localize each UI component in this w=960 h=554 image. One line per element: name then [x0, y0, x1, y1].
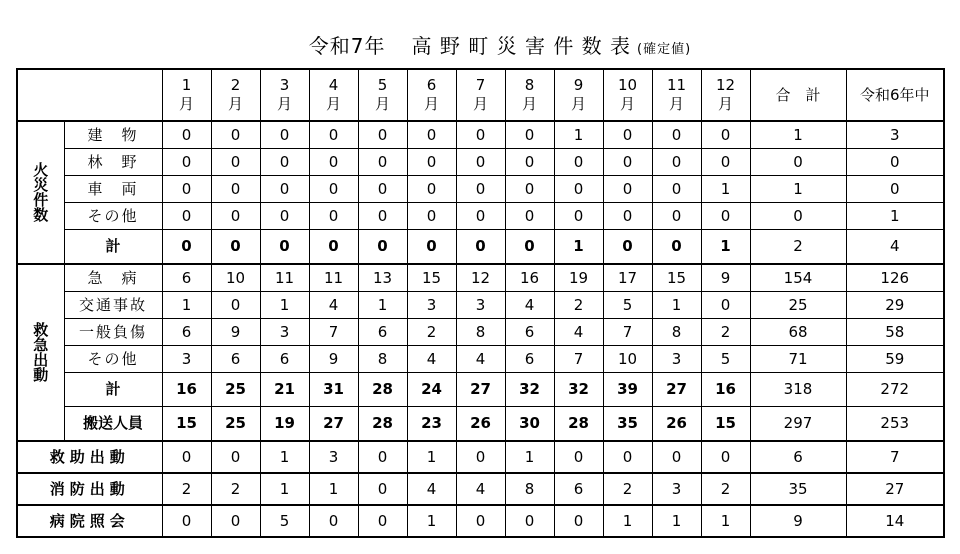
- cell-value: 28: [554, 407, 603, 442]
- cell-value: 5: [260, 505, 309, 537]
- cell-value: 0: [554, 176, 603, 203]
- cell-value: 1: [260, 441, 309, 473]
- cell-value: 0: [162, 505, 211, 537]
- row-label: 消防出動: [17, 473, 162, 505]
- cell-value: 2: [162, 473, 211, 505]
- row-label: 交通事故: [64, 292, 162, 319]
- cell-value: 0: [456, 176, 505, 203]
- row-total: 0: [750, 149, 846, 176]
- cell-value: 0: [603, 176, 652, 203]
- page-title: [0, 30, 960, 59]
- cell-value: 6: [260, 346, 309, 373]
- cell-value: 9: [211, 319, 260, 346]
- cell-value: 0: [456, 149, 505, 176]
- cell-value: 6: [554, 473, 603, 505]
- row-label: 建 物: [64, 121, 162, 149]
- cell-value: 0: [456, 203, 505, 230]
- row-total: 35: [750, 473, 846, 505]
- cell-value: 5: [701, 346, 750, 373]
- row-prev-year: 0: [846, 149, 944, 176]
- cell-value: 2: [407, 319, 456, 346]
- cell-value: 11: [309, 264, 358, 292]
- cell-value: 0: [211, 230, 260, 265]
- row-label: 搬送人員: [64, 407, 162, 442]
- title-name: 高 野 町 災 害 件 数 表: [411, 34, 632, 58]
- cell-value: 6: [505, 319, 554, 346]
- cell-value: 3: [162, 346, 211, 373]
- table-row: [17, 149, 944, 176]
- cell-value: 1: [554, 230, 603, 265]
- cell-value: 0: [260, 149, 309, 176]
- cell-value: 16: [701, 373, 750, 407]
- table-row: [17, 121, 944, 149]
- cell-value: 0: [358, 473, 407, 505]
- row-prev-year: 58: [846, 319, 944, 346]
- cell-value: 9: [701, 264, 750, 292]
- ems-group-label: 救 急 出 動: [17, 264, 64, 441]
- cell-value: 39: [603, 373, 652, 407]
- cell-value: 0: [652, 149, 701, 176]
- cell-value: 4: [456, 346, 505, 373]
- cell-value: 23: [407, 407, 456, 442]
- cell-value: 1: [162, 292, 211, 319]
- title-sub: (確定値): [637, 42, 692, 57]
- table-row: [17, 203, 944, 230]
- cell-value: 1: [260, 473, 309, 505]
- cell-value: 6: [211, 346, 260, 373]
- cell-value: 0: [505, 121, 554, 149]
- cell-value: 0: [309, 149, 358, 176]
- cell-value: 3: [309, 441, 358, 473]
- month-header: 8 月: [505, 69, 554, 121]
- cell-value: 0: [701, 149, 750, 176]
- header-row: [17, 69, 944, 121]
- cell-value: 0: [162, 230, 211, 265]
- row-prev-year: 0: [846, 176, 944, 203]
- cell-value: 0: [309, 203, 358, 230]
- row-total: 9: [750, 505, 846, 537]
- cell-value: 4: [505, 292, 554, 319]
- cell-value: 32: [505, 373, 554, 407]
- table-row: [17, 319, 944, 346]
- cell-value: 0: [358, 441, 407, 473]
- cell-value: 0: [309, 176, 358, 203]
- cell-value: 4: [407, 473, 456, 505]
- cell-value: 0: [554, 203, 603, 230]
- cell-value: 0: [162, 441, 211, 473]
- cell-value: 0: [652, 230, 701, 265]
- cell-value: 0: [358, 149, 407, 176]
- cell-value: 1: [652, 292, 701, 319]
- row-prev-year: 14: [846, 505, 944, 537]
- cell-value: 7: [603, 319, 652, 346]
- cell-value: 2: [603, 473, 652, 505]
- row-label: その他: [64, 203, 162, 230]
- cell-value: 0: [407, 121, 456, 149]
- cell-value: 0: [505, 149, 554, 176]
- cell-value: 30: [505, 407, 554, 442]
- table-row: [17, 407, 944, 442]
- cell-value: 0: [211, 149, 260, 176]
- cell-value: 0: [652, 121, 701, 149]
- cell-value: 0: [407, 149, 456, 176]
- cell-value: 0: [701, 441, 750, 473]
- cell-value: 7: [309, 319, 358, 346]
- cell-value: 4: [456, 473, 505, 505]
- month-header: 10 月: [603, 69, 652, 121]
- cell-value: 16: [505, 264, 554, 292]
- cell-value: 35: [603, 407, 652, 442]
- cell-value: 0: [603, 203, 652, 230]
- row-prev-year: 126: [846, 264, 944, 292]
- cell-value: 0: [358, 203, 407, 230]
- cell-value: 21: [260, 373, 309, 407]
- month-header: 4 月: [309, 69, 358, 121]
- row-total: 154: [750, 264, 846, 292]
- cell-value: 11: [260, 264, 309, 292]
- cell-value: 0: [407, 176, 456, 203]
- cell-value: 0: [358, 505, 407, 537]
- cell-value: 0: [456, 505, 505, 537]
- cell-value: 0: [358, 176, 407, 203]
- cell-value: 13: [358, 264, 407, 292]
- cell-value: 1: [309, 473, 358, 505]
- cell-value: 1: [701, 176, 750, 203]
- cell-value: 8: [652, 319, 701, 346]
- cell-value: 0: [505, 176, 554, 203]
- cell-value: 0: [358, 230, 407, 265]
- disaster-table: [16, 68, 945, 538]
- row-label: 計: [64, 230, 162, 265]
- cell-value: 0: [701, 292, 750, 319]
- cell-value: 32: [554, 373, 603, 407]
- cell-value: 12: [456, 264, 505, 292]
- row-label: 一般負傷: [64, 319, 162, 346]
- row-prev-year: 3: [846, 121, 944, 149]
- cell-value: 4: [407, 346, 456, 373]
- cell-value: 3: [456, 292, 505, 319]
- cell-value: 0: [456, 230, 505, 265]
- cell-value: 28: [358, 407, 407, 442]
- row-total: 68: [750, 319, 846, 346]
- month-header: 6 月: [407, 69, 456, 121]
- cell-value: 3: [407, 292, 456, 319]
- cell-value: 0: [260, 203, 309, 230]
- cell-value: 10: [211, 264, 260, 292]
- cell-value: 6: [358, 319, 407, 346]
- cell-value: 0: [211, 292, 260, 319]
- cell-value: 0: [701, 203, 750, 230]
- cell-value: 0: [162, 121, 211, 149]
- month-header: 12 月: [701, 69, 750, 121]
- row-prev-year: 272: [846, 373, 944, 407]
- cell-value: 0: [456, 441, 505, 473]
- cell-value: 3: [260, 319, 309, 346]
- cell-value: 1: [701, 230, 750, 265]
- row-total: 297: [750, 407, 846, 442]
- cell-value: 0: [505, 505, 554, 537]
- cell-value: 3: [652, 346, 701, 373]
- cell-value: 27: [309, 407, 358, 442]
- month-header: 7 月: [456, 69, 505, 121]
- prev-year-header: 令和6年中: [846, 69, 944, 121]
- cell-value: 7: [554, 346, 603, 373]
- cell-value: 8: [505, 473, 554, 505]
- cell-value: 1: [603, 505, 652, 537]
- cell-value: 25: [211, 407, 260, 442]
- cell-value: 0: [358, 121, 407, 149]
- row-total: 1: [750, 121, 846, 149]
- cell-value: 2: [211, 473, 260, 505]
- cell-value: 0: [603, 441, 652, 473]
- title-year: 令和7年: [308, 34, 386, 58]
- cell-value: 0: [407, 230, 456, 265]
- cell-value: 0: [652, 203, 701, 230]
- table-row: [17, 346, 944, 373]
- month-header: 9 月: [554, 69, 603, 121]
- table-row: [17, 292, 944, 319]
- cell-value: 5: [603, 292, 652, 319]
- row-total: 6: [750, 441, 846, 473]
- table-row: [17, 473, 944, 505]
- row-total: 2: [750, 230, 846, 265]
- month-header: 11 月: [652, 69, 701, 121]
- cell-value: 1: [701, 505, 750, 537]
- cell-value: 0: [309, 121, 358, 149]
- cell-value: 0: [652, 176, 701, 203]
- cell-value: 0: [505, 230, 554, 265]
- cell-value: 15: [162, 407, 211, 442]
- table-row: [17, 264, 944, 292]
- cell-value: 1: [407, 505, 456, 537]
- cell-value: 28: [358, 373, 407, 407]
- cell-value: 2: [701, 319, 750, 346]
- cell-value: 17: [603, 264, 652, 292]
- cell-value: 2: [701, 473, 750, 505]
- row-label: 林 野: [64, 149, 162, 176]
- row-label: 車 両: [64, 176, 162, 203]
- cell-value: 0: [211, 203, 260, 230]
- cell-value: 27: [652, 373, 701, 407]
- cell-value: 0: [505, 203, 554, 230]
- month-header: 3 月: [260, 69, 309, 121]
- cell-value: 0: [407, 203, 456, 230]
- row-label: 救助出動: [17, 441, 162, 473]
- cell-value: 0: [603, 230, 652, 265]
- cell-value: 0: [211, 505, 260, 537]
- row-label: 病院照会: [17, 505, 162, 537]
- cell-value: 0: [554, 441, 603, 473]
- row-prev-year: 27: [846, 473, 944, 505]
- table-row: [17, 441, 944, 473]
- cell-value: 4: [554, 319, 603, 346]
- cell-value: 1: [407, 441, 456, 473]
- cell-value: 15: [701, 407, 750, 442]
- row-prev-year: 7: [846, 441, 944, 473]
- cell-value: 0: [603, 121, 652, 149]
- cell-value: 0: [309, 230, 358, 265]
- cell-value: 26: [652, 407, 701, 442]
- cell-value: 19: [260, 407, 309, 442]
- month-header: 1 月: [162, 69, 211, 121]
- cell-value: 0: [456, 121, 505, 149]
- cell-value: 0: [162, 176, 211, 203]
- cell-value: 0: [211, 441, 260, 473]
- month-header: 5 月: [358, 69, 407, 121]
- row-prev-year: 1: [846, 203, 944, 230]
- cell-value: 16: [162, 373, 211, 407]
- header-blank: [17, 69, 162, 121]
- row-prev-year: 29: [846, 292, 944, 319]
- table-row: [17, 230, 944, 265]
- cell-value: 1: [554, 121, 603, 149]
- cell-value: 2: [554, 292, 603, 319]
- cell-value: 27: [456, 373, 505, 407]
- table-row: [17, 505, 944, 537]
- row-prev-year: 253: [846, 407, 944, 442]
- row-prev-year: 4: [846, 230, 944, 265]
- row-label: 計: [64, 373, 162, 407]
- cell-value: 0: [260, 176, 309, 203]
- cell-value: 0: [260, 121, 309, 149]
- cell-value: 0: [162, 203, 211, 230]
- cell-value: 19: [554, 264, 603, 292]
- cell-value: 1: [358, 292, 407, 319]
- table-row: [17, 176, 944, 203]
- cell-value: 1: [652, 505, 701, 537]
- cell-value: 24: [407, 373, 456, 407]
- cell-value: 3: [652, 473, 701, 505]
- row-prev-year: 59: [846, 346, 944, 373]
- cell-value: 1: [505, 441, 554, 473]
- row-total: 1: [750, 176, 846, 203]
- cell-value: 0: [701, 121, 750, 149]
- cell-value: 10: [603, 346, 652, 373]
- cell-value: 0: [211, 176, 260, 203]
- cell-value: 6: [162, 264, 211, 292]
- cell-value: 0: [211, 121, 260, 149]
- cell-value: 15: [407, 264, 456, 292]
- cell-value: 1: [260, 292, 309, 319]
- table-row: [17, 373, 944, 407]
- month-header: 2 月: [211, 69, 260, 121]
- cell-value: 0: [162, 149, 211, 176]
- cell-value: 6: [505, 346, 554, 373]
- cell-value: 26: [456, 407, 505, 442]
- cell-value: 25: [211, 373, 260, 407]
- row-total: 318: [750, 373, 846, 407]
- cell-value: 0: [554, 149, 603, 176]
- row-total: 25: [750, 292, 846, 319]
- row-label: 急 病: [64, 264, 162, 292]
- cell-value: 0: [309, 505, 358, 537]
- cell-value: 15: [652, 264, 701, 292]
- row-label: その他: [64, 346, 162, 373]
- cell-value: 8: [456, 319, 505, 346]
- row-total: 71: [750, 346, 846, 373]
- cell-value: 4: [309, 292, 358, 319]
- cell-value: 0: [652, 441, 701, 473]
- cell-value: 0: [603, 149, 652, 176]
- cell-value: 8: [358, 346, 407, 373]
- cell-value: 0: [260, 230, 309, 265]
- cell-value: 0: [554, 505, 603, 537]
- cell-value: 31: [309, 373, 358, 407]
- cell-value: 9: [309, 346, 358, 373]
- row-total: 0: [750, 203, 846, 230]
- fire-group-label: 火 災 件 数: [17, 121, 64, 264]
- cell-value: 6: [162, 319, 211, 346]
- total-header: 合 計: [750, 69, 846, 121]
